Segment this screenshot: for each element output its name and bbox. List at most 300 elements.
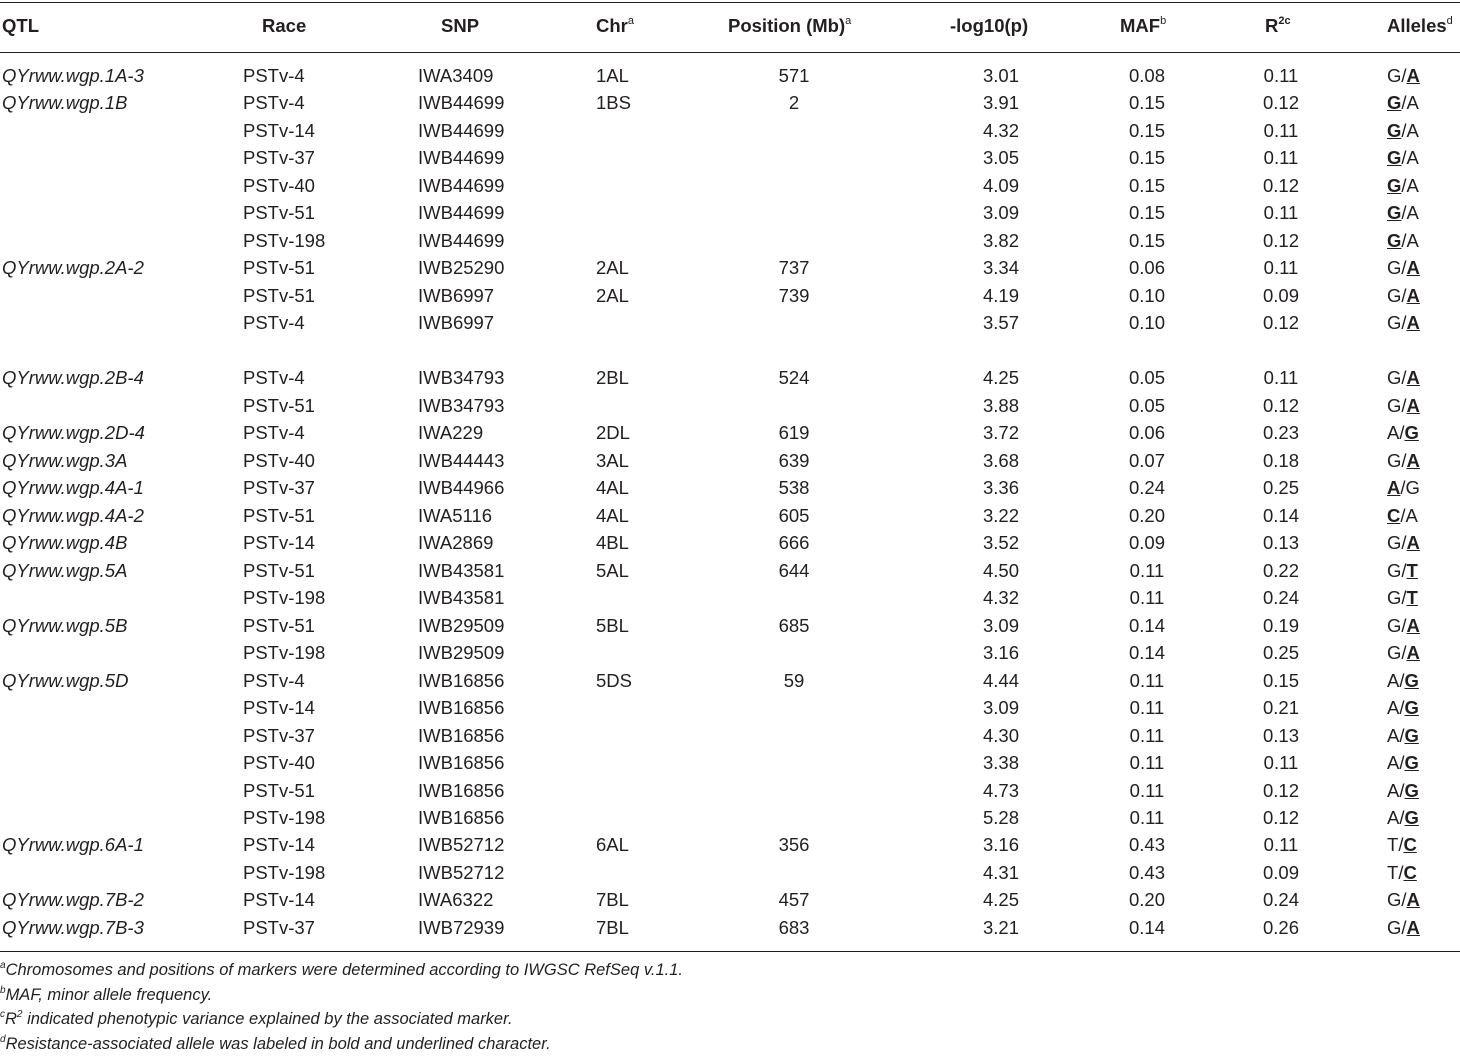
allele-second: A: [1406, 532, 1420, 554]
cell-snp: IWB43581: [418, 559, 505, 581]
cell-logp: 4.25: [982, 889, 1019, 911]
cell-qtl: QYrww.wgp.2B-4: [2, 367, 144, 389]
cell-qtl: QYrww.wgp.5A: [2, 559, 128, 581]
cell-position: 457: [778, 889, 810, 911]
cell-race: PSTv-4: [243, 669, 305, 691]
allele-second: A: [1406, 394, 1420, 416]
cell-alleles: G/A: [1387, 642, 1420, 664]
allele-first: G: [1387, 229, 1402, 251]
cell-race: PSTv-14: [243, 834, 315, 856]
cell-alleles: G/A: [1387, 312, 1420, 334]
cell-logp: 3.09: [982, 202, 1019, 224]
cell-qtl: QYrww.wgp.4B: [2, 532, 128, 554]
cell-position: 666: [778, 532, 810, 554]
allele-first: A: [1387, 752, 1400, 774]
cell-race: PSTv-198: [243, 861, 326, 883]
allele-first: G: [1387, 202, 1402, 224]
cell-race: PSTv-51: [243, 202, 315, 224]
cell-qtl: QYrww.wgp.6A-1: [2, 834, 144, 856]
cell-r2: 0.11: [1263, 202, 1299, 224]
cell-alleles: G/A: [1387, 147, 1419, 169]
cell-qtl: QYrww.wgp.1A-3: [2, 65, 144, 86]
cell-logp: 4.19: [982, 284, 1019, 306]
cell-logp: 3.21: [982, 916, 1019, 938]
allele-second: G: [1404, 669, 1419, 691]
table-row: [0, 172, 1460, 199]
cell-maf: 0.11: [1129, 724, 1165, 746]
table-row: [0, 199, 1460, 226]
cell-qtl: QYrww.wgp.1B: [2, 92, 128, 114]
cell-snp: IWB6997: [418, 312, 495, 334]
cell-logp: 4.09: [982, 174, 1019, 196]
cell-maf: 0.11: [1129, 559, 1165, 581]
header-logp: -log10(p): [950, 15, 1029, 36]
cell-race: PSTv-51: [243, 614, 315, 636]
cell-alleles: A/G: [1387, 752, 1419, 774]
cell-alleles: G/A: [1387, 202, 1419, 224]
cell-chr: 3AL: [596, 449, 629, 471]
cell-maf: 0.05: [1128, 394, 1165, 416]
cell-r2: 0.13: [1262, 724, 1299, 746]
cell-logp: 3.05: [982, 147, 1019, 169]
cell-race: PSTv-198: [243, 642, 326, 664]
cell-chr: 4BL: [596, 532, 629, 554]
allele-second: T: [1406, 559, 1418, 581]
table-row: [0, 914, 1460, 941]
cell-alleles: G/A: [1387, 532, 1420, 554]
allele-first: C: [1387, 504, 1401, 526]
footnote-a: $^a$Chromosomes and positions of markers were determined according to IWGSC RefSeq v.1.1.: [0, 960, 683, 979]
cell-maf: 0.15: [1128, 119, 1165, 141]
table-row: [0, 639, 1460, 666]
cell-alleles: A/G: [1387, 422, 1419, 444]
cell-position: 619: [778, 422, 810, 444]
allele-second: A: [1406, 65, 1420, 86]
cell-logp: 4.32: [982, 119, 1019, 141]
cell-snp: IWB44699: [418, 147, 505, 169]
cell-maf: 0.11: [1129, 752, 1165, 774]
footnotes: [0, 958, 1460, 1056]
table-row: [0, 254, 1460, 281]
cell-alleles: A/G: [1387, 477, 1420, 499]
cell-logp: 3.01: [982, 65, 1019, 86]
allele-second: A: [1406, 174, 1419, 196]
cell-logp: 3.16: [982, 642, 1019, 664]
cell-race: PSTv-14: [243, 532, 315, 554]
cell-maf: 0.10: [1128, 312, 1165, 334]
allele-second: A: [1405, 504, 1418, 526]
allele-first: G: [1387, 147, 1402, 169]
cell-position: 2: [788, 92, 800, 114]
allele-second: G: [1404, 422, 1419, 444]
allele-first: G: [1387, 394, 1402, 416]
cell-logp: 3.36: [982, 477, 1019, 499]
cell-logp: 3.22: [982, 504, 1019, 526]
cell-maf: 0.11: [1129, 697, 1165, 719]
allele-second: A: [1406, 147, 1419, 169]
cell-logp: 3.16: [982, 834, 1019, 856]
cell-maf: 0.15: [1128, 202, 1165, 224]
cell-logp: 4.50: [982, 559, 1019, 581]
allele-first: G: [1387, 284, 1402, 306]
cell-alleles: G/A: [1387, 449, 1420, 471]
allele-first: G: [1387, 257, 1402, 279]
cell-race: PSTv-51: [243, 284, 315, 306]
allele-first: G: [1387, 449, 1402, 471]
allele-first: G: [1387, 889, 1402, 911]
cell-snp: IWB44699: [418, 174, 505, 196]
cell-alleles: G/A: [1387, 257, 1420, 279]
cell-r2: 0.23: [1262, 422, 1299, 444]
cell-r2: 0.25: [1262, 477, 1299, 499]
allele-second: A: [1406, 367, 1420, 389]
cell-chr: 5BL: [596, 614, 629, 636]
cell-snp: IWB44699: [418, 92, 505, 114]
cell-alleles: G/A: [1387, 229, 1419, 251]
allele-first: G: [1387, 65, 1402, 86]
cell-logp: 3.72: [982, 422, 1019, 444]
allele-second: A: [1406, 257, 1420, 279]
table-row: [0, 749, 1460, 776]
cell-position: 524: [778, 367, 810, 389]
header-chr: Chr$^a$: [596, 15, 634, 36]
cell-maf: 0.20: [1128, 889, 1165, 911]
cell-maf: 0.24: [1128, 477, 1165, 499]
cell-race: PSTv-51: [243, 779, 315, 801]
cell-r2: 0.12: [1262, 312, 1299, 334]
table-row: [0, 502, 1460, 529]
cell-chr: 1BS: [596, 92, 631, 114]
cell-snp: IWB44966: [418, 477, 505, 499]
cell-alleles: G/A: [1387, 889, 1420, 911]
cell-r2: 0.11: [1263, 257, 1299, 279]
cell-alleles: G/A: [1387, 614, 1420, 636]
cell-snp: IWB34793: [418, 394, 505, 416]
cell-snp: IWB16856: [418, 697, 505, 719]
cell-qtl: QYrww.wgp.7B-2: [2, 889, 144, 911]
cell-snp: IWB16856: [418, 779, 505, 801]
cell-position: 59: [783, 669, 805, 691]
table-row: [0, 309, 1460, 336]
cell-race: PSTv-14: [243, 889, 315, 911]
cell-maf: 0.10: [1128, 284, 1165, 306]
cell-position: 639: [778, 449, 810, 471]
cell-position: 683: [778, 916, 810, 938]
allele-second: A: [1406, 119, 1419, 141]
cell-qtl: QYrww.wgp.2D-4: [2, 422, 145, 444]
cell-chr: 4AL: [596, 504, 629, 526]
table-row: [0, 282, 1460, 309]
cell-maf: 0.43: [1128, 834, 1165, 856]
cell-qtl: QYrww.wgp.4A-2: [2, 504, 144, 526]
cell-race: PSTv-198: [243, 587, 326, 609]
cell-snp: IWB29509: [418, 642, 505, 664]
cell-alleles: A/G: [1387, 697, 1419, 719]
cell-race: PSTv-37: [243, 916, 315, 938]
allele-second: A: [1406, 916, 1420, 938]
cell-position: 571: [778, 65, 810, 86]
cell-r2: 0.11: [1263, 65, 1299, 86]
cell-snp: IWB34793: [418, 367, 505, 389]
cell-maf: 0.06: [1128, 257, 1165, 279]
cell-maf: 0.15: [1128, 229, 1165, 251]
cell-snp: IWB25290: [418, 257, 505, 279]
cell-race: PSTv-14: [243, 697, 315, 719]
cell-position: 605: [778, 504, 810, 526]
cell-alleles: G/A: [1387, 367, 1420, 389]
cell-chr: 1AL: [596, 65, 629, 86]
allele-second: A: [1406, 312, 1420, 334]
cell-alleles: A/G: [1387, 806, 1419, 828]
cell-position: 737: [778, 257, 810, 279]
table-header-row: [0, 12, 1460, 39]
cell-logp: 3.68: [982, 449, 1019, 471]
cell-logp: 3.09: [982, 697, 1019, 719]
cell-maf: 0.15: [1128, 174, 1165, 196]
cell-snp: IWA6322: [418, 889, 494, 911]
cell-race: PSTv-51: [243, 394, 315, 416]
cell-race: PSTv-4: [243, 312, 305, 334]
cell-alleles: A/G: [1387, 779, 1419, 801]
cell-snp: IWB6997: [418, 284, 495, 306]
cell-maf: 0.14: [1128, 642, 1165, 664]
allele-first: A: [1387, 779, 1400, 801]
cell-chr: 7BL: [596, 889, 629, 911]
cell-maf: 0.15: [1128, 147, 1165, 169]
table-row: [0, 529, 1460, 556]
cell-snp: IWB43581: [418, 587, 505, 609]
allele-first: G: [1387, 532, 1402, 554]
table-row: [0, 474, 1460, 501]
table-row: [0, 364, 1460, 391]
cell-position: 356: [778, 834, 810, 856]
allele-second: G: [1404, 752, 1419, 774]
table-row: [0, 447, 1460, 474]
cell-alleles: G/A: [1387, 284, 1420, 306]
cell-snp: IWB16856: [418, 806, 505, 828]
allele-first: G: [1387, 614, 1402, 636]
cell-logp: 3.57: [982, 312, 1019, 334]
cell-logp: 4.31: [982, 861, 1019, 883]
allele-first: G: [1387, 587, 1402, 609]
cell-snp: IWB29509: [418, 614, 505, 636]
cell-position: 644: [778, 559, 810, 581]
table-row: [0, 419, 1460, 446]
cell-maf: 0.08: [1128, 65, 1165, 86]
cell-snp: IWB52712: [418, 834, 505, 856]
header-position: Position $(Mb)^a$: [728, 15, 852, 36]
header-rule: [0, 52, 1460, 53]
cell-chr: 2DL: [596, 422, 630, 444]
cell-logp: 4.32: [982, 587, 1019, 609]
cell-r2: 0.15: [1262, 669, 1299, 691]
cell-chr: 2AL: [596, 284, 629, 306]
cell-r2: 0.14: [1262, 504, 1299, 526]
cell-snp: IWA5116: [418, 504, 493, 526]
cell-race: PSTv-37: [243, 147, 315, 169]
cell-logp: 3.88: [982, 394, 1019, 416]
allele-first: T: [1387, 834, 1399, 856]
cell-snp: IWB16856: [418, 669, 505, 691]
cell-maf: 0.14: [1128, 916, 1165, 938]
cell-logp: 3.09: [982, 614, 1019, 636]
cell-maf: 0.11: [1129, 587, 1165, 609]
cell-maf: 0.15: [1128, 92, 1165, 114]
allele-second: A: [1406, 614, 1420, 636]
cell-alleles: T/C: [1387, 861, 1417, 883]
cell-r2: 0.11: [1263, 119, 1299, 141]
header-qtl: QTL: [2, 15, 39, 36]
cell-snp: IWB72939: [418, 916, 505, 938]
allele-second: G: [1404, 779, 1419, 801]
allele-second: A: [1406, 642, 1420, 664]
header-maf: MAF$^b$: [1120, 15, 1167, 36]
cell-qtl: QYrww.wgp.4A-1: [2, 477, 144, 499]
cell-race: PSTv-4: [243, 65, 305, 86]
cell-race: PSTv-51: [243, 504, 315, 526]
cell-r2: 0.26: [1262, 916, 1299, 938]
allele-second: A: [1406, 284, 1420, 306]
footnote-d: $^d$Resistance-associated allele was labeled in bold and underlined character.: [0, 1033, 551, 1053]
table-row: [0, 62, 1460, 89]
table-row: [0, 612, 1460, 639]
table-row: [0, 392, 1460, 419]
allele-first: G: [1387, 119, 1402, 141]
allele-first: A: [1387, 477, 1401, 499]
cell-chr: 2AL: [596, 257, 629, 279]
cell-alleles: G/A: [1387, 916, 1420, 938]
cell-logp: 4.73: [982, 779, 1019, 801]
cell-r2: 0.24: [1262, 587, 1299, 609]
table-row: [0, 777, 1460, 804]
cell-race: PSTv-40: [243, 449, 315, 471]
allele-first: G: [1387, 559, 1402, 581]
cell-logp: 3.38: [982, 752, 1019, 774]
cell-snp: IWA229: [418, 422, 484, 444]
cell-alleles: G/A: [1387, 92, 1419, 114]
cell-r2: 0.12: [1262, 229, 1299, 251]
cell-r2: 0.12: [1262, 92, 1299, 114]
cell-r2: 0.11: [1263, 752, 1299, 774]
cell-race: PSTv-198: [243, 229, 326, 251]
table-row: [0, 831, 1460, 858]
allele-first: G: [1387, 642, 1402, 664]
cell-chr: 7BL: [596, 916, 629, 938]
cell-logp: 4.44: [982, 669, 1019, 691]
cell-race: PSTv-4: [243, 422, 305, 444]
allele-second: G: [1404, 806, 1419, 828]
cell-alleles: G/A: [1387, 119, 1419, 141]
allele-first: A: [1387, 724, 1400, 746]
cell-alleles: T/C: [1387, 834, 1417, 856]
allele-second: T: [1406, 587, 1418, 609]
cell-chr: 4AL: [596, 477, 629, 499]
allele-first: A: [1387, 422, 1400, 444]
allele-second: A: [1406, 92, 1419, 114]
cell-maf: 0.20: [1128, 504, 1165, 526]
cell-qtl: QYrww.wgp.5D: [2, 669, 129, 691]
header-snp: SNP: [441, 15, 480, 36]
cell-logp: 4.25: [982, 367, 1019, 389]
allele-first: A: [1387, 697, 1400, 719]
allele-second: C: [1403, 861, 1417, 883]
cell-race: PSTv-40: [243, 174, 315, 196]
cell-logp: 3.34: [982, 257, 1019, 279]
cell-logp: 3.52: [982, 532, 1019, 554]
header-r2: $R^{2c}$: [1265, 15, 1291, 36]
table-row: [0, 667, 1460, 694]
cell-r2: 0.25: [1262, 642, 1299, 664]
cell-r2: 0.12: [1262, 394, 1299, 416]
table-row: [0, 804, 1460, 831]
cell-logp: 5.28: [982, 806, 1019, 828]
allele-first: T: [1387, 861, 1399, 883]
allele-first: G: [1387, 916, 1402, 938]
table-row: [0, 557, 1460, 584]
cell-r2: 0.24: [1262, 889, 1299, 911]
allele-first: A: [1387, 669, 1400, 691]
cell-maf: 0.06: [1128, 422, 1165, 444]
cell-maf: 0.11: [1129, 806, 1165, 828]
table-row: [0, 859, 1460, 886]
table-row: [0, 722, 1460, 749]
allele-first: G: [1387, 174, 1402, 196]
cell-r2: 0.12: [1262, 806, 1299, 828]
allele-second: C: [1403, 834, 1417, 856]
cell-qtl: QYrww.wgp.5B: [2, 614, 128, 636]
footnote-b: $^b$MAF, minor allele frequency.: [0, 984, 213, 1004]
cell-snp: IWB52712: [418, 861, 505, 883]
cell-chr: 5DS: [596, 669, 632, 691]
allele-second: A: [1406, 229, 1419, 251]
cell-snp: IWB16856: [418, 724, 505, 746]
cell-r2: 0.19: [1262, 614, 1299, 636]
allele-second: A: [1406, 449, 1420, 471]
cell-snp: IWB16856: [418, 752, 505, 774]
cell-r2: 0.11: [1263, 147, 1299, 169]
allele-second: G: [1404, 724, 1419, 746]
cell-race: PSTv-51: [243, 559, 315, 581]
cell-r2: 0.18: [1262, 449, 1299, 471]
cell-snp: IWB44699: [418, 229, 505, 251]
cell-race: PSTv-40: [243, 752, 315, 774]
header-race: Race: [262, 15, 307, 36]
cell-r2: 0.21: [1262, 697, 1299, 719]
cell-r2: 0.09: [1262, 284, 1299, 306]
cell-snp: IWA2869: [418, 532, 494, 554]
allele-first: G: [1387, 367, 1402, 389]
cell-maf: 0.07: [1128, 449, 1165, 471]
table-top-rule: [0, 2, 1460, 3]
cell-alleles: A/G: [1387, 669, 1419, 691]
cell-r2: 0.11: [1263, 367, 1299, 389]
cell-maf: 0.11: [1129, 669, 1165, 691]
cell-snp: IWB44699: [418, 119, 505, 141]
cell-alleles: G/A: [1387, 65, 1420, 86]
cell-snp: IWB44443: [418, 449, 505, 471]
cell-qtl: QYrww.wgp.3A: [2, 449, 128, 471]
header-alleles: Alleles$^d$: [1387, 15, 1453, 36]
table-row: [0, 694, 1460, 721]
table-row: [0, 584, 1460, 611]
cell-snp: IWA3409: [418, 65, 494, 86]
allele-second: G: [1405, 477, 1420, 499]
cell-logp: 3.82: [982, 229, 1019, 251]
cell-race: PSTv-37: [243, 477, 315, 499]
cell-maf: 0.11: [1129, 779, 1165, 801]
allele-first: G: [1387, 312, 1402, 334]
table-row: [0, 144, 1460, 171]
